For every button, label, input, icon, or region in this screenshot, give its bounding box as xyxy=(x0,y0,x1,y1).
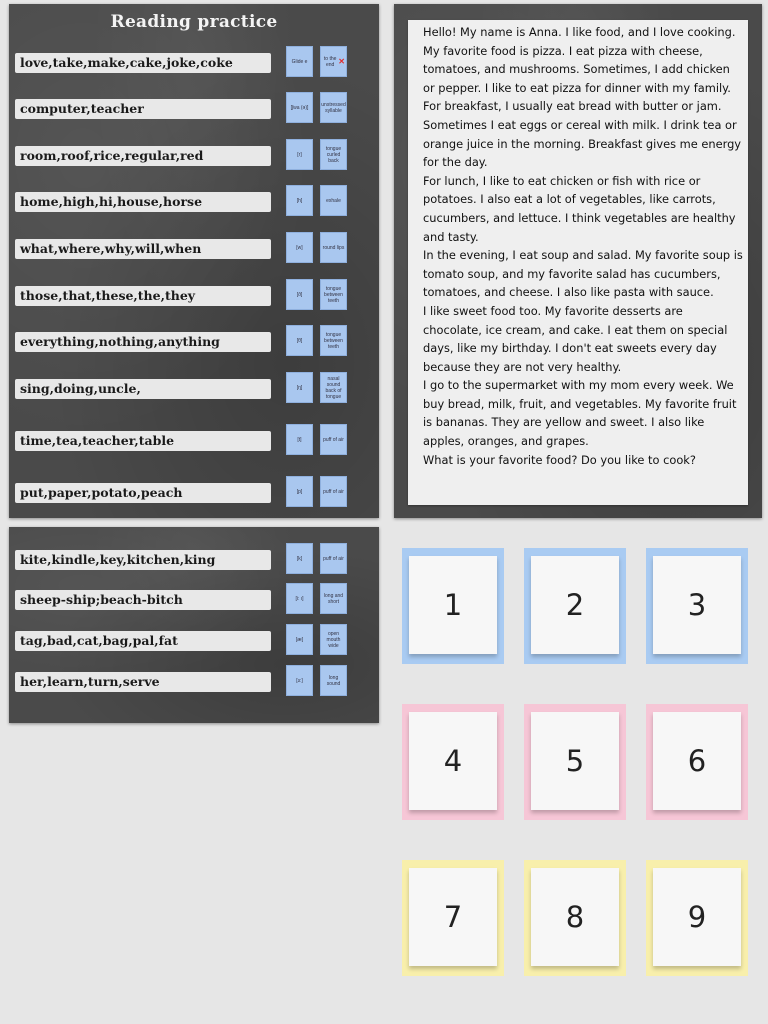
hint-note[interactable]: tongue between teeth xyxy=(320,279,347,310)
card-2[interactable] xyxy=(524,548,626,664)
word-list[interactable]: tag,bad,cat,bag,pal,fat xyxy=(15,631,271,651)
sound-note[interactable]: [t] xyxy=(286,424,313,455)
sound-note[interactable]: [θ] xyxy=(286,325,313,356)
card-7[interactable] xyxy=(402,860,504,976)
hint-note[interactable]: puff of air xyxy=(320,476,347,507)
word-list[interactable]: sheep-ship;beach-bitch xyxy=(15,590,271,610)
word-list[interactable]: those,that,these,the,they xyxy=(15,286,271,306)
card-5[interactable] xyxy=(524,704,626,820)
hint-note[interactable] xyxy=(320,46,347,77)
sound-note[interactable]: [h] xyxy=(286,185,313,216)
hint-note[interactable]: unstressed syllable xyxy=(320,92,347,123)
hint-note[interactable]: puff of air xyxy=(320,543,347,574)
word-row-3[interactable] xyxy=(9,145,379,171)
hint-note[interactable]: open mouth wide xyxy=(320,624,347,655)
card-label: 7 xyxy=(409,868,497,966)
word-list[interactable]: everything,nothing,anything xyxy=(15,332,271,352)
sound-note[interactable]: Glide e xyxy=(286,46,313,77)
card-label: 6 xyxy=(653,712,741,810)
word-list[interactable]: home,high,hi,house,horse xyxy=(15,192,271,212)
hint-note[interactable]: puff of air xyxy=(320,424,347,455)
word-row-13[interactable] xyxy=(9,630,379,656)
word-row-12[interactable] xyxy=(9,589,379,615)
hint-note[interactable]: nasal sound back of tongue xyxy=(320,372,347,403)
sound-note[interactable]: [ŋ] xyxy=(286,372,313,403)
sound-note[interactable]: [r] xyxy=(286,139,313,170)
sound-note[interactable]: [æ] xyxy=(286,624,313,655)
word-row-10[interactable] xyxy=(9,482,379,508)
close-icon[interactable]: ✕ xyxy=(338,56,345,66)
card-label: 1 xyxy=(409,556,497,654)
word-list[interactable]: time,tea,teacher,table xyxy=(15,431,271,451)
word-row-11[interactable] xyxy=(9,549,379,575)
page-title: Reading practice xyxy=(110,12,278,32)
hint-note[interactable]: tongue between teeth xyxy=(320,325,347,356)
hint-note[interactable]: exhale xyxy=(320,185,347,216)
word-row-5[interactable] xyxy=(9,238,379,264)
word-list[interactable]: sing,doing,uncle, xyxy=(15,379,271,399)
word-list[interactable]: love,take,make,cake,joke,coke xyxy=(15,53,271,73)
word-list[interactable]: computer,teacher xyxy=(15,99,271,119)
hint-note[interactable]: tongue curled back xyxy=(320,139,347,170)
word-row-6[interactable] xyxy=(9,285,379,311)
word-row-4[interactable] xyxy=(9,191,379,217)
word-row-2[interactable] xyxy=(9,98,379,124)
sound-note[interactable]: [k] xyxy=(286,543,313,574)
card-label: 4 xyxy=(409,712,497,810)
hint-note[interactable]: long and short xyxy=(320,583,347,614)
word-list[interactable]: kite,kindle,key,kitchen,king xyxy=(15,550,271,570)
reading-paper xyxy=(408,20,748,505)
reading-board xyxy=(394,4,762,518)
word-list[interactable]: room,roof,rice,regular,red xyxy=(15,146,271,166)
word-list[interactable]: what,where,why,will,when xyxy=(15,239,271,259)
hint-text: to the end xyxy=(323,55,337,68)
word-list[interactable]: put,paper,potato,peach xyxy=(15,483,271,503)
card-3[interactable] xyxy=(646,548,748,664)
card-6[interactable] xyxy=(646,704,748,820)
word-board-bottom xyxy=(9,527,379,723)
sound-note[interactable]: [w] xyxy=(286,232,313,263)
card-1[interactable] xyxy=(402,548,504,664)
card-4[interactable] xyxy=(402,704,504,820)
card-label: 9 xyxy=(653,868,741,966)
sound-note[interactable]: [ɜ:] xyxy=(286,665,313,696)
hint-note[interactable]: long sound xyxy=(320,665,347,696)
sound-note[interactable]: [p] xyxy=(286,476,313,507)
word-row-8[interactable] xyxy=(9,375,379,404)
card-label: 2 xyxy=(531,556,619,654)
word-row-9[interactable] xyxy=(9,430,379,456)
word-row-14[interactable] xyxy=(9,671,379,697)
sound-note[interactable]: [ð] xyxy=(286,279,313,310)
card-label: 3 xyxy=(653,556,741,654)
card-9[interactable] xyxy=(646,860,748,976)
word-row-7[interactable] xyxy=(9,331,379,357)
word-board-top xyxy=(9,4,379,518)
word-list[interactable]: her,learn,turn,serve xyxy=(15,672,271,692)
sound-note[interactable]: [i: ı] xyxy=(286,583,313,614)
reading-text: Hello! My name is Anna. I like food, and I love cooking. My favorite food is pizza. I eat pizza with cheese, tomatoes, and mushrooms. Sometimes, I add chicken or pepper. I like to eat pizza for dinner with my family. For breakfast, I usually eat bread with butter or jam. Sometimes I eat eggs or cereal with milk. I drink tea or orange juice in the morning. Breakfast gives me energy for the day. For lunch, I like to eat chicken or fish with rice or potatoes. I also eat a lot of vegetables, like carrots, cucumbers, and lettuce. I think vegetables are healthy and tasty. In the evening, I eat soup and salad. My favorite soup is tomato soup, and my favorite salad has cucumbers, tomatoes, and cheese. I also like pasta with sauce. I like sweet food too. My favorite desserts are chocolate, ice cream, and cake. I eat them on special days, like my birthday. I don't eat sweets every day because they are not very healthy. I go to the supermarket with my mom every week. We buy bread, milk, fruit, and vegetables. My favorite fruit is bananas. They are yellow and sweet. I also like apples, oranges, and grapes. What is your favorite food? Do you like to cook? xyxy=(423,25,743,467)
card-label: 8 xyxy=(531,868,619,966)
sound-note[interactable]: [ʃwa (ə)] xyxy=(286,92,313,123)
card-8[interactable] xyxy=(524,860,626,976)
hint-note[interactable]: round lips xyxy=(320,232,347,263)
word-row-1[interactable] xyxy=(9,52,379,78)
card-label: 5 xyxy=(531,712,619,810)
